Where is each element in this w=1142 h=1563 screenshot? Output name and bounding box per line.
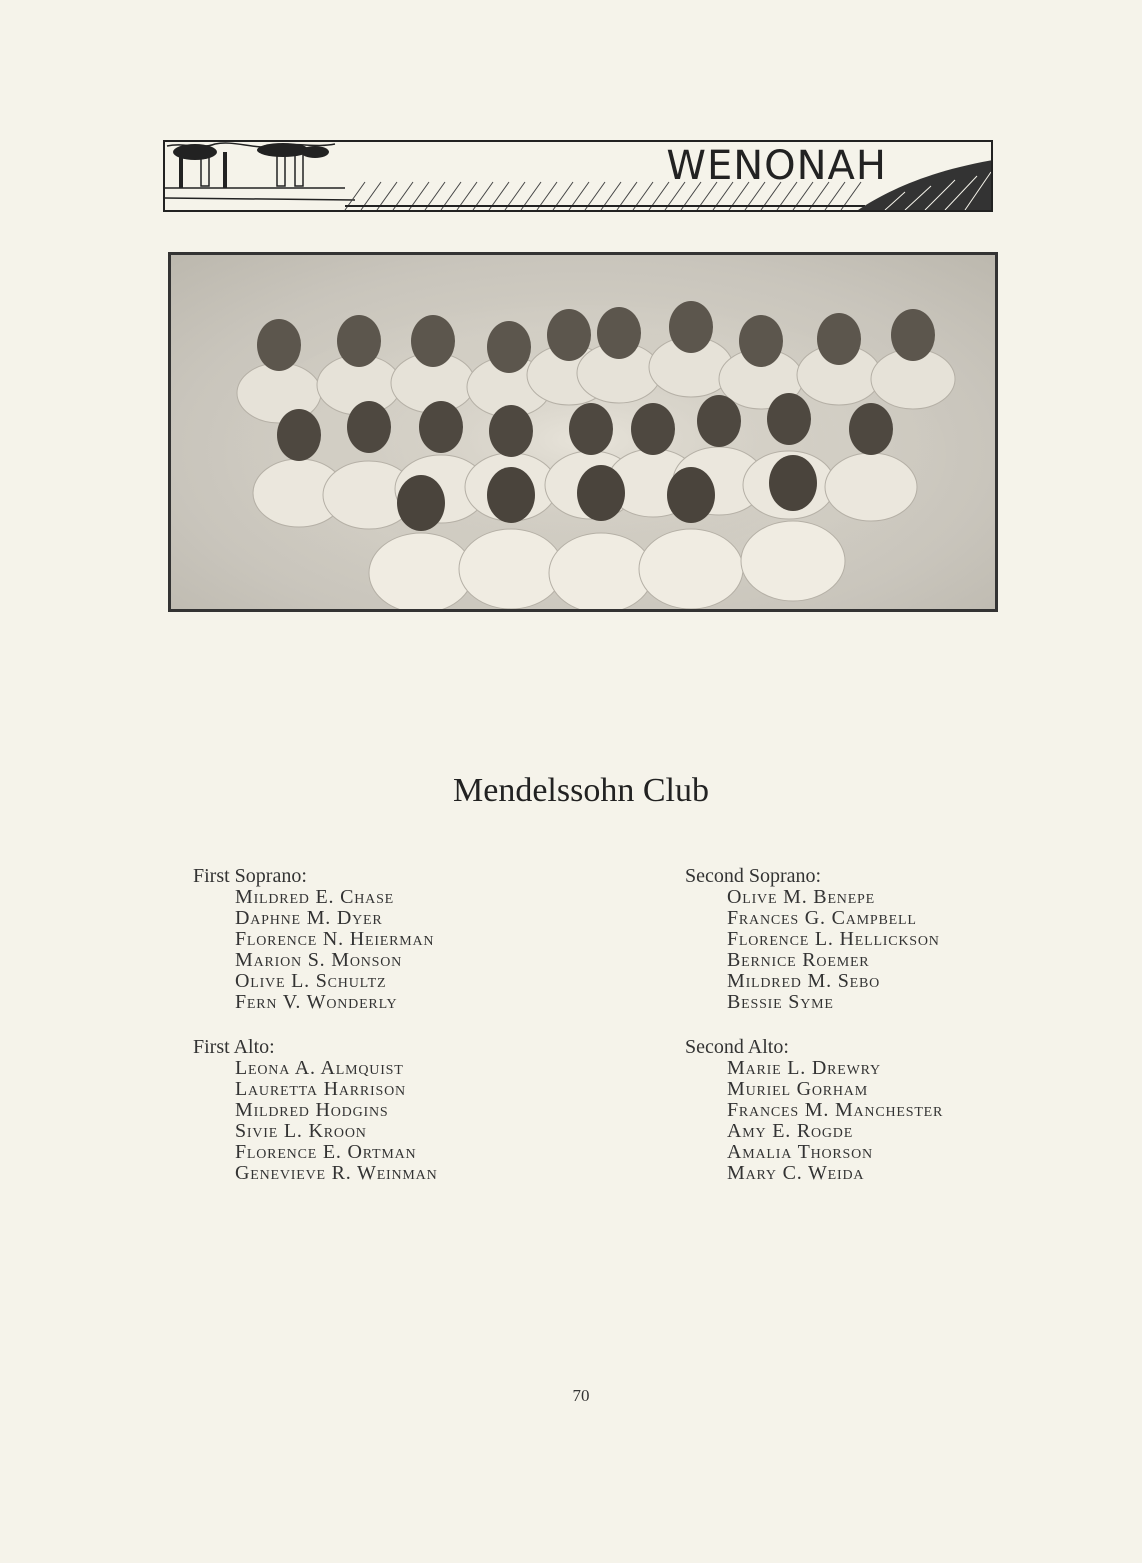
section-second-alto	[685, 1037, 943, 1184]
member-list	[685, 1058, 943, 1184]
member-name: Florence L. Hellickson	[727, 928, 940, 950]
member-name: Genevieve R. Weinman	[235, 1162, 438, 1184]
group-photo-figures	[171, 255, 998, 612]
member-name: Florence N. Heierman	[235, 928, 435, 950]
member-name: Olive M. Benepe	[727, 886, 875, 908]
member-name: Mary C. Weida	[727, 1162, 865, 1184]
member-name: Olive L. Schultz	[235, 970, 387, 992]
member-name: Mildred E. Chase	[235, 886, 395, 908]
section-second-soprano	[685, 866, 940, 1013]
member-name: Amy E. Rogde	[727, 1120, 854, 1142]
section-heading: First Soprano:	[193, 865, 307, 887]
member-list	[193, 887, 434, 1013]
section-first-alto	[193, 1037, 438, 1184]
member-name: Daphne M. Dyer	[235, 907, 383, 929]
member-name: Frances M. Manchester	[727, 1099, 944, 1121]
page-number: 70	[572, 1386, 590, 1405]
member-name: Bessie Syme	[727, 991, 834, 1013]
member-name: Leona A. Almquist	[235, 1057, 404, 1079]
banner-title: WENONAH	[666, 143, 887, 189]
member-name: Mildred M. Sebo	[727, 970, 881, 992]
club-title: Mendelssohn Club	[453, 772, 709, 809]
member-name: Frances G. Campbell	[727, 907, 917, 929]
member-name: Mildred Hodgins	[235, 1099, 389, 1121]
member-name: Marie L. Drewry	[727, 1057, 881, 1079]
section-heading: Second Alto:	[685, 1036, 789, 1058]
member-name: Marion S. Monson	[235, 949, 403, 971]
section-heading: Second Soprano:	[685, 865, 822, 887]
member-name: Lauretta Harrison	[235, 1078, 406, 1100]
member-name: Fern V. Wonderly	[235, 991, 398, 1013]
member-list	[685, 887, 940, 1013]
member-name: Florence E. Ortman	[235, 1141, 417, 1163]
section-first-soprano	[193, 866, 434, 1013]
member-list	[193, 1058, 438, 1184]
section-heading: First Alto:	[193, 1036, 275, 1058]
member-name: Muriel Gorham	[727, 1078, 868, 1100]
member-name: Sivie L. Kroon	[235, 1120, 367, 1142]
header-banner	[163, 140, 993, 212]
member-name: Amalia Thorson	[727, 1141, 873, 1163]
group-photograph	[168, 252, 998, 612]
member-name: Bernice Roemer	[727, 949, 870, 971]
